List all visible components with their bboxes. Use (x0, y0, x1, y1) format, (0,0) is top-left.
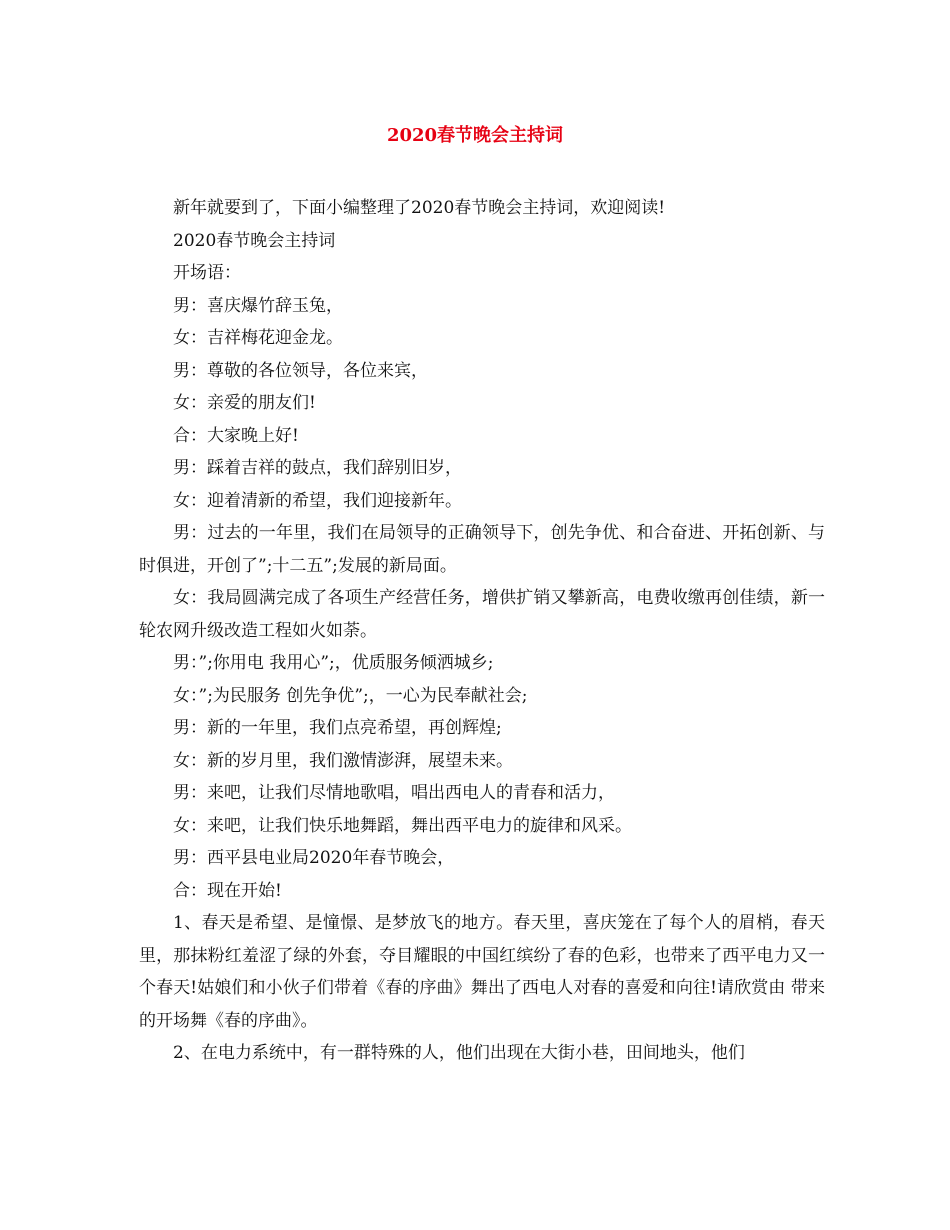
paragraph: 开场语： (173, 263, 241, 283)
paragraph: 合：现在开始! (173, 880, 282, 901)
paragraph: 女：迎着清新的希望，我们迎接新年。 (173, 490, 462, 511)
paragraph: 女：新的岁月里，我们激情澎湃，展望未来。 (173, 750, 513, 771)
document-body (139, 192, 825, 1070)
paragraph: 男：西平县电业局2020年春节晚会， (173, 848, 455, 868)
paragraph: 合：大家晚上好! (173, 425, 299, 446)
paragraph: 女：吉祥梅花迎金龙。 (173, 328, 343, 348)
paragraph: 2020春节晚会主持词 (173, 230, 336, 251)
paragraph: 男：”;你用电 我用心”;，优质服务倾洒城乡; (173, 653, 494, 673)
paragraph: 1、春天是希望、是憧憬、是梦放飞的地方。春天里，喜庆笼在了每个人的眉梢，春天里，那抹粉红羞涩了绿的外套，夺目耀眼的中国红缤纷了春的色彩，也带来了西平电力又一个春天!姑娘们和小伙子们带着《春的序曲》舞出了西电人对春的喜爱和向往!请欣赏由 带来的开场舞《春的序曲》。 (139, 913, 825, 1031)
document-title: 2020春节晚会主持词 (386, 125, 564, 146)
paragraph: 新年就要到了，下面小编整理了2020春节晚会主持词，欢迎阅读! (173, 198, 666, 218)
paragraph: 女：”;为民服务 创先争优”;，一心为民奉献社会; (173, 685, 528, 706)
paragraph: 2、在电力系统中，有一群特殊的人，他们出现在大街小巷，田间地头，他们 (173, 1043, 745, 1063)
paragraph: 男：过去的一年里，我们在局领导的正确领导下，创先争优、和合奋进、开拓创新、与时俱进，开创了”;十二五”;发展的新局面。 (139, 523, 825, 576)
paragraph: 男：踩着吉祥的鼓点，我们辞别旧岁， (173, 458, 462, 478)
paragraph: 男：新的一年里，我们点亮希望，再创辉煌; (173, 718, 502, 738)
paragraph: 男：喜庆爆竹辞玉兔， (173, 295, 343, 316)
paragraph: 女：我局圆满完成了各项生产经营任务，增供扩销又攀新高，电费收缴再创佳绩，新一轮农网升级改造工程如火如荼。 (139, 588, 825, 641)
paragraph: 女：来吧，让我们快乐地舞蹈，舞出西平电力的旋律和风采。 (173, 815, 632, 836)
paragraph: 女：亲爱的朋友们! (173, 393, 316, 413)
paragraph: 男：尊敬的各位领导，各位来宾， (173, 360, 428, 381)
paragraph: 男：来吧，让我们尽情地歌唱，唱出西电人的青春和活力， (173, 783, 615, 803)
